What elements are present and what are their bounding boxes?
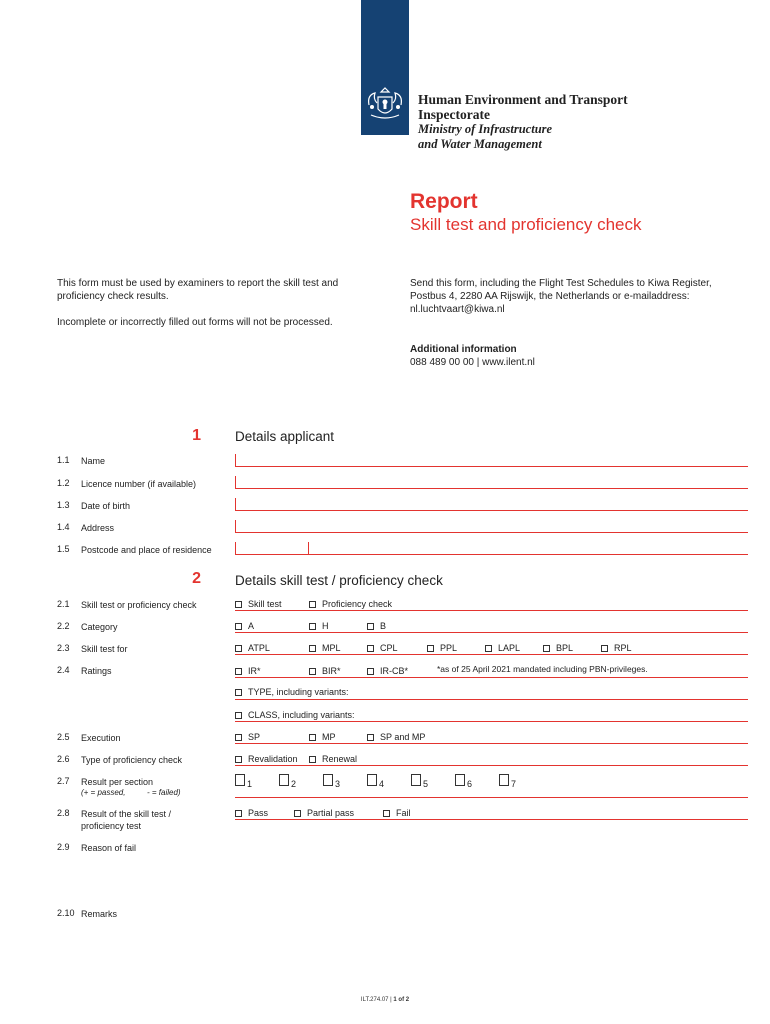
row-2-3-label: Skill test for — [81, 644, 128, 654]
option-label: A — [248, 621, 255, 631]
row-2-8-line — [235, 819, 748, 820]
row-1-4-number: 1.4 — [57, 522, 70, 532]
option-label: TYPE, including variants: — [248, 687, 349, 697]
row-1-1-number: 1.1 — [57, 455, 70, 465]
checkbox-icon — [309, 734, 316, 741]
checkbox-icon — [543, 645, 550, 652]
section-7-result-box[interactable] — [499, 771, 516, 789]
option-label: 2 — [291, 779, 297, 789]
section1-title: Details applicant — [235, 429, 335, 444]
bir-checkbox[interactable] — [309, 666, 341, 676]
address-field-cursor — [235, 520, 236, 532]
row-2-6-label: Type of proficiency check — [81, 755, 183, 765]
organization-name — [418, 92, 628, 152]
row-2-4-number: 2.4 — [57, 665, 70, 675]
option-label: H — [322, 621, 329, 631]
option-label: CLASS, including variants: — [248, 710, 355, 720]
rpl-checkbox[interactable] — [601, 643, 632, 653]
sp-checkbox[interactable] — [235, 732, 260, 742]
row-2-7-sub-passed: (+ = passed, — [81, 788, 126, 797]
row-2-2-label: Category — [81, 622, 118, 632]
option-label: Skill test — [248, 599, 282, 609]
licence-number-field[interactable] — [235, 488, 748, 489]
postcode-place-field[interactable] — [235, 554, 748, 555]
reason-of-fail-field[interactable] — [235, 840, 748, 895]
option-label: 5 — [423, 779, 429, 789]
option-label: B — [380, 621, 387, 631]
type-variants-checkbox[interactable] — [235, 687, 349, 697]
section2-title: Details skill test / proficiency check — [235, 573, 443, 588]
checkbox-icon — [235, 734, 242, 741]
crest-logo-icon — [363, 85, 407, 125]
class-variants-checkbox[interactable] — [235, 710, 355, 720]
sp-and-mp-checkbox[interactable] — [367, 732, 425, 742]
row-2-3-line — [235, 654, 748, 655]
org-line1: Human Environment and Transport — [418, 92, 628, 107]
row-2-1-line — [235, 610, 748, 611]
checkbox-icon — [367, 774, 377, 786]
row-1-1-label: Name — [81, 456, 106, 466]
checkbox-icon — [309, 623, 316, 630]
row-2-6-line — [235, 765, 748, 766]
checkbox-icon — [235, 712, 242, 719]
checkbox-icon — [235, 756, 242, 763]
row-2-4-line — [235, 677, 748, 678]
option-label: 1 — [247, 779, 253, 789]
option-label: Renewal — [322, 754, 358, 764]
row-1-3-number: 1.3 — [57, 500, 70, 510]
section-2-result-box[interactable] — [279, 771, 296, 789]
row-2-5-label: Execution — [81, 733, 121, 743]
row-1-2-number: 1.2 — [57, 478, 70, 488]
checkbox-icon — [383, 810, 390, 817]
ir-cb-checkbox[interactable] — [367, 666, 408, 676]
row-2-8-label2: proficiency test — [81, 821, 142, 831]
checkbox-icon — [323, 774, 333, 786]
option-label: 6 — [467, 779, 473, 789]
checkbox-icon — [279, 774, 289, 786]
option-label: Pass — [248, 808, 269, 818]
revalidation-checkbox[interactable] — [235, 754, 298, 764]
option-label: 7 — [511, 779, 517, 789]
checkbox-icon — [235, 601, 242, 608]
option-label: ATPL — [248, 643, 270, 653]
row-1-4-label: Address — [81, 523, 115, 533]
section-5-result-box[interactable] — [411, 771, 428, 789]
row-2-8-number: 2.8 — [57, 808, 70, 818]
row-2-1-number: 2.1 — [57, 599, 70, 609]
checkbox-icon — [235, 645, 242, 652]
section1-number: 1 — [192, 427, 201, 444]
option-label: RPL — [614, 643, 632, 653]
section-6-result-box[interactable] — [455, 771, 472, 789]
intro-left-p1: This form must be used by examiners to report the skill test and proficiency check results. — [57, 278, 339, 302]
mpl-checkbox[interactable] — [309, 643, 341, 653]
section-4-result-box[interactable] — [367, 771, 384, 789]
option-label: BIR* — [322, 666, 341, 676]
remarks-field[interactable] — [235, 905, 748, 975]
option-label: SP — [248, 732, 261, 742]
option-label: Partial pass — [307, 808, 355, 818]
row-2-7-label: Result per section — [81, 777, 154, 787]
option-label: CPL — [380, 643, 398, 653]
page-footer — [0, 997, 770, 1003]
option-label: SP and MP — [380, 732, 426, 742]
row-2-9-number: 2.9 — [57, 842, 70, 852]
row-2-8-label1: Result of the skill test / — [81, 809, 172, 819]
row-2-5-number: 2.5 — [57, 732, 70, 742]
checkbox-icon — [601, 645, 608, 652]
option-label: LAPL — [498, 643, 521, 653]
row-2-3-number: 2.3 — [57, 643, 70, 653]
additional-info-value: 088 489 00 00 | www.ilent.nl — [410, 357, 535, 368]
mp-checkbox[interactable] — [309, 732, 336, 742]
category-b-checkbox[interactable] — [367, 621, 386, 631]
row-2-2-number: 2.2 — [57, 621, 70, 631]
partial-pass-checkbox[interactable] — [294, 808, 354, 818]
page-number: 1 of 2 — [393, 997, 410, 1003]
dob-field-cursor — [235, 498, 236, 510]
row-2-7-number: 2.7 — [57, 776, 70, 786]
option-label: IR-CB* — [380, 666, 409, 676]
ir-checkbox[interactable] — [235, 666, 261, 676]
row-2-6-number: 2.6 — [57, 754, 70, 764]
option-label: 4 — [379, 779, 385, 789]
checkbox-icon — [309, 668, 316, 675]
pbn-note: *as of 25 April 2021 mandated including PBN-privileges. — [437, 664, 648, 674]
form-code: ILT.274.07 | — [360, 997, 392, 1003]
row-2-7-line — [235, 797, 748, 798]
lapl-checkbox[interactable] — [485, 643, 520, 653]
licence-field-cursor — [235, 476, 236, 488]
place-field-cursor — [308, 542, 309, 554]
option-label: Revalidation — [248, 754, 298, 764]
checkbox-icon — [294, 810, 301, 817]
checkbox-icon — [485, 645, 492, 652]
row-2-10-label: Remarks — [81, 909, 118, 919]
address-field[interactable] — [235, 532, 748, 533]
section-1-result-box[interactable] — [235, 771, 252, 789]
option-label: PPL — [440, 643, 458, 653]
cpl-checkbox[interactable] — [367, 643, 398, 653]
checkbox-icon — [309, 601, 316, 608]
row-1-2-label: Licence number (if available) — [81, 479, 197, 489]
additional-info-label: Additional information — [410, 344, 517, 355]
checkbox-icon — [367, 645, 374, 652]
row-2-5-line — [235, 743, 748, 744]
intro-right-p1: Send this form, including the Flight Test Schedules to Kiwa Register, Postbus 4, 2280 AA Rijswijk, the Netherlands or e-mailaddress: nl.luchtvaart@kiwa.nl — [410, 278, 712, 315]
pass-checkbox[interactable] — [235, 808, 268, 818]
proficiency-check-checkbox[interactable] — [309, 599, 392, 609]
checkbox-icon — [367, 623, 374, 630]
skill-test-checkbox[interactable] — [235, 599, 282, 609]
checkbox-icon — [499, 774, 509, 786]
checkbox-icon — [235, 689, 242, 696]
option-label: BPL — [556, 643, 574, 653]
checkbox-icon — [309, 756, 316, 763]
option-label: MPL — [322, 643, 341, 653]
checkbox-icon — [411, 774, 421, 786]
category-h-checkbox[interactable] — [309, 621, 329, 631]
intro-left-p2: Incomplete or incorrectly filled out forms will not be processed. — [57, 317, 333, 328]
category-a-checkbox[interactable] — [235, 621, 254, 631]
row-1-5-label: Postcode and place of residence — [81, 545, 212, 555]
checkbox-icon — [367, 668, 374, 675]
row-2-2-line — [235, 632, 748, 633]
checkbox-icon — [367, 734, 374, 741]
section-3-result-box[interactable] — [323, 771, 340, 789]
name-field[interactable] — [235, 466, 748, 467]
ppl-checkbox[interactable] — [427, 643, 457, 653]
row-1-5-number: 1.5 — [57, 544, 70, 554]
option-label: IR* — [248, 666, 261, 676]
checkbox-icon — [235, 623, 242, 630]
date-of-birth-field[interactable] — [235, 510, 748, 511]
org-line2: Inspectorate — [418, 107, 490, 122]
row-2-4-label: Ratings — [81, 666, 112, 676]
section2-number: 2 — [192, 570, 201, 587]
fail-checkbox[interactable] — [383, 808, 411, 818]
postcode-field-cursor — [235, 542, 236, 554]
row-2-7-sub-failed: - = failed) — [147, 788, 181, 797]
option-label: Proficiency check — [322, 599, 393, 609]
option-label: MP — [322, 732, 336, 742]
checkbox-icon — [235, 774, 245, 786]
row-2-10-number: 2.10 — [57, 908, 75, 918]
checkbox-icon — [235, 810, 242, 817]
row-2-1-label: Skill test or proficiency check — [81, 600, 197, 610]
report-title: Report — [410, 190, 478, 213]
report-subtitle: Skill test and proficiency check — [410, 215, 642, 234]
checkbox-icon — [235, 668, 242, 675]
atpl-checkbox[interactable] — [235, 643, 270, 653]
org-line4: and Water Management — [418, 137, 542, 151]
org-line3: Ministry of Infrastructure — [418, 122, 553, 136]
checkbox-icon — [427, 645, 434, 652]
option-label: Fail — [396, 808, 411, 818]
row-2-9-label: Reason of fail — [81, 843, 137, 853]
checkbox-icon — [309, 645, 316, 652]
bpl-checkbox[interactable] — [543, 643, 573, 653]
row-1-3-label: Date of birth — [81, 501, 131, 511]
class-variants-line — [235, 721, 748, 722]
renewal-checkbox[interactable] — [309, 754, 357, 764]
checkbox-icon — [455, 774, 465, 786]
name-field-cursor — [235, 454, 236, 466]
type-variants-line — [235, 699, 748, 700]
option-label: 3 — [335, 779, 341, 789]
